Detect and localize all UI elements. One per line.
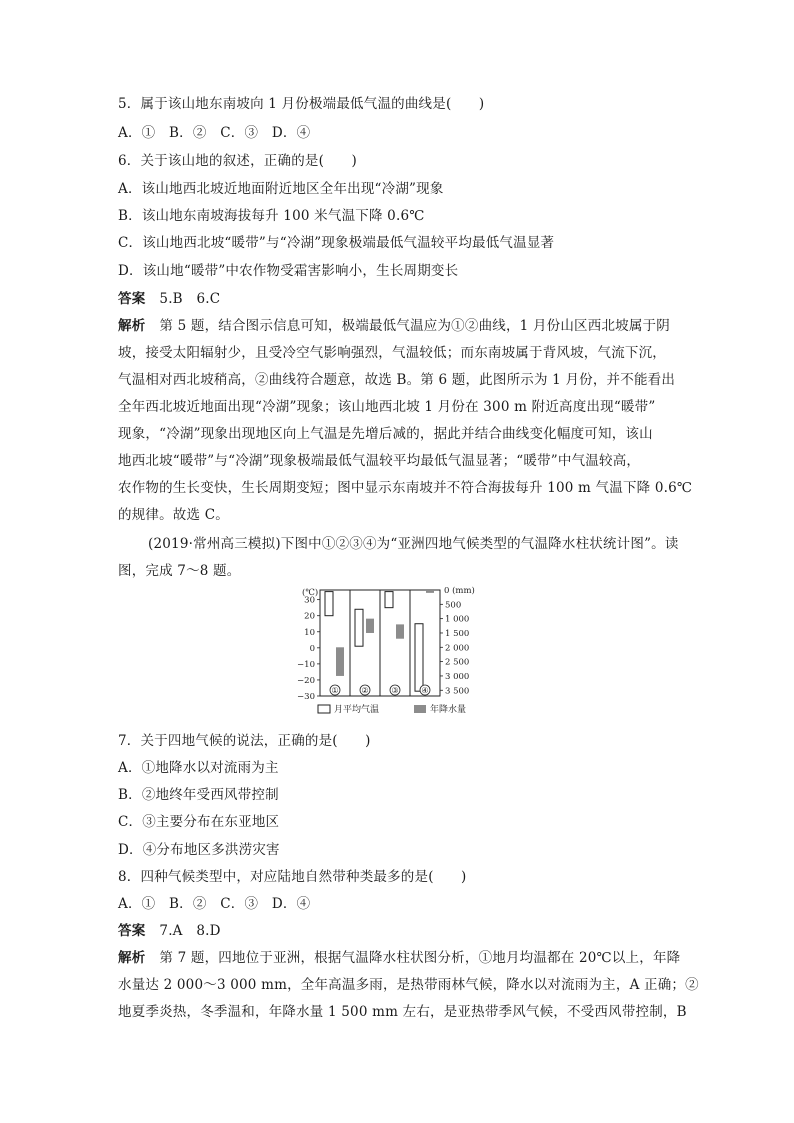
legend-temp-label: 月平均气温 — [334, 705, 380, 715]
left-tick-label: 10 — [304, 627, 315, 638]
intro-line-2: 图，完成 7～8 题。 — [118, 563, 241, 579]
left-tick-label: 30 — [304, 595, 315, 606]
question-8-stem: 8．四种气候类型中，对应陆地自然带种类最多的是( ) — [118, 869, 467, 885]
answer-label: 答案 — [118, 291, 146, 307]
legend-precip-label: 年降水量 — [430, 705, 467, 715]
legend-precip-swatch — [414, 705, 426, 713]
explanation-label: 解析 — [118, 318, 146, 334]
explanation-7-8-line-1 — [118, 949, 680, 967]
question-7-stem: 7．关于四地气候的说法，正确的是( ) — [118, 733, 371, 749]
right-axis-unit: 0 (mm) — [444, 586, 475, 596]
explanation-7-8-line-3: 地夏季炎热，冬季温和，年降水量 1 500 mm 左右，是亚热带季风气候，不受西风带控制，B — [118, 1004, 687, 1020]
right-tick-label: 2 000 — [445, 643, 470, 654]
left-tick-label: 0 — [309, 643, 315, 654]
precipitation-bar — [366, 619, 374, 633]
explanation-text: 第 7 题，四地位于亚洲，根据气温降水柱状图分析，①地月均温都在 20℃以上，年降 — [159, 950, 681, 966]
explanation-label: 解析 — [118, 950, 146, 966]
answer-value: 5.B 6.C — [159, 291, 221, 307]
question-7-option-d: D．④分布地区多洪涝灾害 — [118, 842, 280, 858]
temperature-bar — [385, 592, 393, 608]
question-6-option-c: C．该山地西北坡“暖带”与“冷湖”现象极端最低气温较平均最低气温显著 — [118, 235, 555, 251]
right-tick-label: 1 000 — [445, 614, 470, 625]
question-7-option-b: B．②地终年受西风带控制 — [118, 787, 279, 803]
right-tick-label: 1 500 — [445, 628, 470, 639]
explanation-5-6-line-1 — [118, 317, 670, 335]
answer-7-8 — [118, 922, 221, 940]
question-5-stem: 5．属于该山地东南坡向 1 月份极端最低气温的曲线是( ) — [118, 96, 485, 112]
explanation-7-8-line-2: 水量达 2 000～3 000 mm，全年高温多雨，是热带雨林气候，降水以对流雨为主，A 正确；② — [118, 977, 699, 993]
question-6-stem: 6．关于该山地的叙述，正确的是( ) — [118, 153, 357, 169]
explanation-5-6-line-2: 坡，接受太阳辐射少，且受冷空气影响强烈，气温较低；而东南坡属于背风坡，气流下沉， — [118, 345, 666, 361]
right-tick-label: 2 500 — [445, 657, 470, 668]
question-6-option-b: B．该山地东南坡海拔每升 100 米气温下降 0.6℃ — [118, 208, 425, 224]
precipitation-bar — [396, 624, 404, 638]
question-5-options: A．① B．② C．③ D．④ — [118, 125, 311, 141]
temperature-bar — [325, 592, 333, 616]
left-tick-label: −30 — [297, 692, 315, 702]
category-label: ③ — [391, 686, 399, 695]
explanation-5-6-line-5: 现象，“冷湖”现象出现地区向上气温是先增后减的，据此并结合曲线变化幅度可知，该山 — [118, 426, 653, 442]
right-tick-label: 3 000 — [445, 671, 470, 682]
question-7-option-c: C．③主要分布在东亚地区 — [118, 814, 280, 830]
explanation-text: 第 5 题，结合图示信息可知，极端最低气温应为①②曲线，1 月份山区西北坡属于阴 — [159, 318, 670, 334]
question-6-option-d: D．该山地“暖带”中农作物受霜害影响小，生长周期变长 — [118, 263, 459, 279]
legend-temp-swatch — [318, 705, 330, 713]
precipitation-bar — [336, 647, 344, 676]
answer-value: 7.A 8.D — [159, 923, 221, 939]
question-8-options: A．① B．② C．③ D．④ — [118, 896, 311, 912]
explanation-5-6-line-6: 地西北坡“暖带”与“冷湖”现象极端最低气温较平均最低气温显著；“暖带”中气温较高， — [118, 453, 641, 469]
category-label: ② — [361, 686, 369, 695]
explanation-5-6-line-7: 农作物的生长变快，生长周期变短；图中显示东南坡并不符合海拔每升 100 m 气温下降 0.6℃ — [118, 480, 693, 496]
right-tick-label: 3 500 — [445, 686, 470, 697]
right-tick-label: 500 — [445, 600, 462, 611]
answer-label: 答案 — [118, 923, 146, 939]
climate-chart-svg — [290, 582, 520, 722]
left-tick-label: −20 — [297, 675, 315, 686]
explanation-5-6-line-3: 气温相对西北坡稍高，②曲线符合题意，故选 B。第 6 题，此图所示为 1 月份，并不能看出 — [118, 372, 676, 388]
left-tick-label: 20 — [304, 611, 315, 622]
left-tick-label: −10 — [297, 659, 315, 670]
explanation-5-6-line-4: 全年西北坡近地面出现“冷湖”现象；该山地西北坡 1 月份在 300 m 附近高度出现“暖带” — [118, 399, 656, 415]
category-label: ① — [331, 686, 339, 695]
intro-line-1: (2019·常州高三模拟)下图中①②③④为“亚洲四地气候类型的气温降水柱状统计图”。读 — [148, 536, 679, 552]
category-label: ④ — [421, 686, 429, 695]
question-6-option-a: A．该山地西北坡近地面附近地区全年出现“冷湖”现象 — [118, 181, 444, 197]
temperature-bar — [355, 609, 363, 646]
explanation-5-6-line-8: 的规律。故选 C。 — [118, 507, 229, 523]
climate-chart — [290, 582, 520, 722]
left-axis-unit: (℃) — [302, 588, 319, 598]
precipitation-bar — [426, 590, 434, 593]
question-7-option-a: A．①地降水以对流雨为主 — [118, 760, 279, 776]
answer-5-6 — [118, 290, 220, 308]
temperature-bar — [415, 624, 423, 691]
